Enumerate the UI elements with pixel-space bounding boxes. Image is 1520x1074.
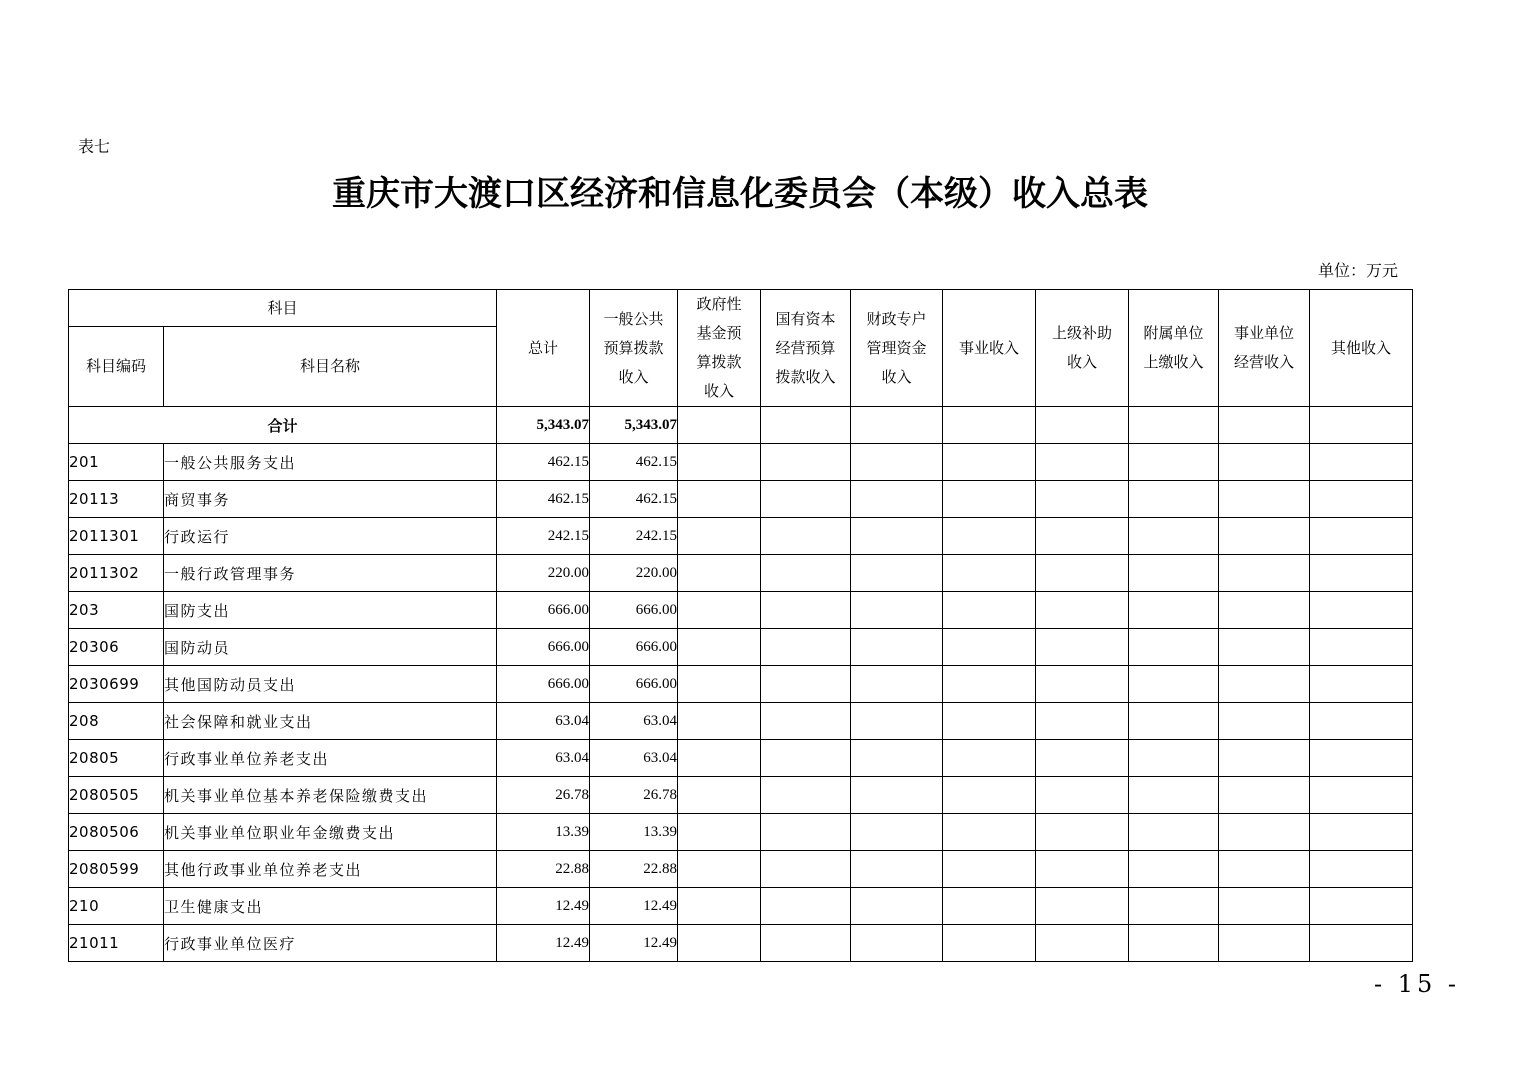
general-budget-amount: 13.39 [590, 814, 678, 851]
table-row [69, 592, 1413, 629]
subject-code: 2080505 [69, 777, 164, 814]
subject-name: 机关事业单位基本养老保险缴费支出 [164, 777, 497, 814]
empty-cell [1219, 666, 1310, 703]
total-amount: 666.00 [497, 629, 590, 666]
page-title: 重庆市大渡口区经济和信息化委员会（本级）收入总表 [332, 174, 1148, 214]
empty-cell [1310, 740, 1413, 777]
empty-cell [1310, 888, 1413, 925]
header-column [678, 290, 761, 407]
subject-name: 国防支出 [164, 592, 497, 629]
total-amount: 63.04 [497, 740, 590, 777]
header-column-line: 附属单位 [1143, 324, 1204, 342]
subject-code: 210 [69, 888, 164, 925]
empty-cell [943, 888, 1036, 925]
header-column-line: 国有资本 [775, 309, 836, 328]
header-subject: 科目 [69, 290, 497, 327]
table-row [69, 925, 1413, 962]
empty-cell [943, 740, 1036, 777]
empty-cell [1310, 777, 1413, 814]
empty-cell [851, 629, 943, 666]
empty-cell [1129, 925, 1219, 962]
empty-cell [1219, 888, 1310, 925]
header-column [1036, 290, 1129, 407]
subject-code: 20805 [69, 740, 164, 777]
header-column-line: 其他收入 [1331, 338, 1392, 357]
empty-cell [678, 851, 761, 888]
empty-cell [943, 925, 1036, 962]
table-row [69, 888, 1413, 925]
empty-cell [943, 703, 1036, 740]
empty-cell [1129, 888, 1219, 925]
empty-cell [1036, 888, 1129, 925]
empty-cell [761, 629, 851, 666]
table-label: 表七 [78, 137, 111, 156]
page-number: - 15 - [1374, 970, 1461, 998]
empty-cell [761, 703, 851, 740]
header-column-line: 收入 [1067, 353, 1098, 371]
empty-cell [1219, 481, 1310, 518]
general-budget-amount: 666.00 [590, 629, 678, 666]
subject-name: 一般行政管理事务 [164, 555, 497, 592]
empty-cell [943, 592, 1036, 629]
table-row [69, 629, 1413, 666]
empty-cell [1036, 777, 1129, 814]
subject-code: 2080599 [69, 851, 164, 888]
empty-cell [1310, 444, 1413, 481]
empty-cell [1310, 481, 1413, 518]
total-amount: 242.15 [497, 518, 590, 555]
subject-code: 20113 [69, 481, 164, 518]
empty-cell [943, 777, 1036, 814]
header-column [761, 290, 851, 407]
empty-cell [851, 777, 943, 814]
empty-cell [851, 814, 943, 851]
empty-cell [1129, 703, 1219, 740]
empty-cell [678, 518, 761, 555]
general-budget-amount: 462.15 [590, 481, 678, 518]
subject-code: 2011301 [69, 518, 164, 555]
empty-cell [943, 814, 1036, 851]
empty-cell [678, 925, 761, 962]
empty-cell [943, 518, 1036, 555]
header-column-line: 财政专户 [866, 309, 927, 328]
empty-cell [1129, 814, 1219, 851]
empty-cell [1036, 518, 1129, 555]
empty-cell [943, 555, 1036, 592]
empty-cell [761, 592, 851, 629]
total-general-budget: 5,343.07 [590, 407, 678, 444]
empty-cell [1219, 814, 1310, 851]
empty-cell [1129, 444, 1219, 481]
subject-name: 一般公共服务支出 [164, 444, 497, 481]
subject-code: 2011302 [69, 555, 164, 592]
empty-cell [678, 777, 761, 814]
empty-cell [1310, 518, 1413, 555]
header-column-line: 总计 [528, 338, 559, 357]
empty-cell [851, 518, 943, 555]
empty-cell [1129, 555, 1219, 592]
header-column-line: 政府性 [696, 295, 742, 313]
table-row [69, 481, 1413, 518]
empty-cell [1219, 925, 1310, 962]
empty-cell [1219, 592, 1310, 629]
total-amount: 12.49 [497, 888, 590, 925]
empty-cell [1219, 740, 1310, 777]
empty-cell [1219, 555, 1310, 592]
empty-cell [1219, 703, 1310, 740]
header-column-line: 拨款收入 [775, 367, 836, 386]
empty-cell [761, 851, 851, 888]
empty-cell [761, 925, 851, 962]
empty-cell [851, 407, 943, 444]
empty-cell [1036, 481, 1129, 518]
empty-cell [1036, 851, 1129, 888]
empty-cell [678, 666, 761, 703]
empty-cell [943, 481, 1036, 518]
empty-cell [1129, 407, 1219, 444]
subject-code: 21011 [69, 925, 164, 962]
empty-cell [1036, 814, 1129, 851]
empty-cell [1129, 481, 1219, 518]
total-amount: 13.39 [497, 814, 590, 851]
header-column-line: 收入 [704, 382, 735, 400]
subject-name: 卫生健康支出 [164, 888, 497, 925]
empty-cell [761, 407, 851, 444]
empty-cell [1036, 444, 1129, 481]
subject-code: 20306 [69, 629, 164, 666]
total-amount: 220.00 [497, 555, 590, 592]
empty-cell [761, 481, 851, 518]
empty-cell [1036, 629, 1129, 666]
empty-cell [1129, 851, 1219, 888]
subject-name: 行政运行 [164, 518, 497, 555]
total-amount: 5,343.07 [497, 407, 590, 444]
header-subject-name: 科目名称 [164, 327, 497, 407]
empty-cell [943, 851, 1036, 888]
empty-cell [1310, 814, 1413, 851]
total-amount: 462.15 [497, 481, 590, 518]
empty-cell [1129, 666, 1219, 703]
empty-cell [1036, 740, 1129, 777]
subject-name: 行政事业单位医疗 [164, 925, 497, 962]
empty-cell [761, 666, 851, 703]
empty-cell [943, 629, 1036, 666]
empty-cell [1310, 629, 1413, 666]
empty-cell [1219, 851, 1310, 888]
empty-cell [678, 740, 761, 777]
general-budget-amount: 63.04 [590, 703, 678, 740]
subject-code: 201 [69, 444, 164, 481]
header-column-line: 收入 [881, 367, 912, 386]
header-column-line: 算拨款 [696, 353, 742, 371]
subject-code: 2080506 [69, 814, 164, 851]
total-row [69, 407, 1413, 444]
unit-label: 单位：万元 [1318, 261, 1399, 280]
empty-cell [761, 518, 851, 555]
empty-cell [1310, 703, 1413, 740]
empty-cell [1129, 740, 1219, 777]
subject-name: 商贸事务 [164, 481, 497, 518]
empty-cell [943, 407, 1036, 444]
empty-cell [943, 444, 1036, 481]
header-column-line: 一般公共 [603, 309, 664, 328]
empty-cell [1129, 777, 1219, 814]
total-amount: 22.88 [497, 851, 590, 888]
general-budget-amount: 26.78 [590, 777, 678, 814]
table-row [69, 444, 1413, 481]
table-row [69, 703, 1413, 740]
table-row [69, 777, 1413, 814]
empty-cell [1129, 518, 1219, 555]
subject-name: 行政事业单位养老支出 [164, 740, 497, 777]
empty-cell [1036, 703, 1129, 740]
empty-cell [761, 740, 851, 777]
header-subject-code: 科目编码 [69, 327, 164, 407]
income-summary-table [68, 289, 1413, 962]
empty-cell [678, 555, 761, 592]
empty-cell [851, 555, 943, 592]
empty-cell [678, 407, 761, 444]
general-budget-amount: 666.00 [590, 666, 678, 703]
empty-cell [1036, 407, 1129, 444]
general-budget-amount: 666.00 [590, 592, 678, 629]
general-budget-amount: 462.15 [590, 444, 678, 481]
empty-cell [1219, 518, 1310, 555]
empty-cell [1219, 407, 1310, 444]
table-row [69, 518, 1413, 555]
general-budget-amount: 12.49 [590, 925, 678, 962]
header-row-top [69, 290, 1413, 327]
header-column [1129, 290, 1219, 407]
header-column-line: 经营收入 [1234, 353, 1295, 371]
total-amount: 666.00 [497, 592, 590, 629]
empty-cell [1310, 592, 1413, 629]
header-column-line: 经营预算 [775, 338, 836, 357]
header-column-line: 收入 [618, 367, 649, 386]
empty-cell [1036, 555, 1129, 592]
header-column-line: 预算拨款 [603, 338, 664, 357]
table-row [69, 740, 1413, 777]
header-column-line: 基金预 [696, 324, 742, 342]
empty-cell [1310, 407, 1413, 444]
header-column-line: 事业收入 [959, 338, 1020, 357]
empty-cell [943, 666, 1036, 703]
empty-cell [851, 481, 943, 518]
header-column [590, 290, 678, 407]
empty-cell [1310, 925, 1413, 962]
empty-cell [678, 814, 761, 851]
empty-cell [1219, 777, 1310, 814]
table-row [69, 555, 1413, 592]
total-amount: 666.00 [497, 666, 590, 703]
empty-cell [678, 629, 761, 666]
header-column-line: 上缴收入 [1143, 353, 1204, 371]
header-column-line: 管理资金 [866, 338, 927, 357]
subject-name: 其他国防动员支出 [164, 666, 497, 703]
subject-name: 社会保障和就业支出 [164, 703, 497, 740]
subject-name: 国防动员 [164, 629, 497, 666]
empty-cell [1129, 592, 1219, 629]
empty-cell [761, 777, 851, 814]
empty-cell [678, 444, 761, 481]
header-column-line: 上级补助 [1052, 324, 1113, 342]
header-column [1310, 290, 1413, 407]
total-label: 合计 [69, 407, 497, 444]
subject-code: 203 [69, 592, 164, 629]
table-row [69, 851, 1413, 888]
header-column [1219, 290, 1310, 407]
empty-cell [1219, 629, 1310, 666]
header-column [851, 290, 943, 407]
table-row [69, 666, 1413, 703]
empty-cell [678, 592, 761, 629]
empty-cell [1036, 925, 1129, 962]
empty-cell [761, 814, 851, 851]
empty-cell [678, 703, 761, 740]
empty-cell [678, 888, 761, 925]
empty-cell [1036, 666, 1129, 703]
empty-cell [761, 444, 851, 481]
empty-cell [851, 666, 943, 703]
total-amount: 462.15 [497, 444, 590, 481]
empty-cell [851, 925, 943, 962]
empty-cell [761, 555, 851, 592]
header-column [497, 290, 590, 407]
empty-cell [1219, 444, 1310, 481]
subject-code: 2030699 [69, 666, 164, 703]
subject-name: 其他行政事业单位养老支出 [164, 851, 497, 888]
empty-cell [851, 444, 943, 481]
subject-code: 208 [69, 703, 164, 740]
empty-cell [851, 592, 943, 629]
total-amount: 63.04 [497, 703, 590, 740]
empty-cell [761, 888, 851, 925]
empty-cell [851, 888, 943, 925]
general-budget-amount: 63.04 [590, 740, 678, 777]
empty-cell [1310, 555, 1413, 592]
empty-cell [1310, 666, 1413, 703]
empty-cell [851, 740, 943, 777]
general-budget-amount: 242.15 [590, 518, 678, 555]
total-amount: 26.78 [497, 777, 590, 814]
empty-cell [1036, 592, 1129, 629]
total-amount: 12.49 [497, 925, 590, 962]
empty-cell [851, 703, 943, 740]
empty-cell [851, 851, 943, 888]
general-budget-amount: 12.49 [590, 888, 678, 925]
general-budget-amount: 22.88 [590, 851, 678, 888]
subject-name: 机关事业单位职业年金缴费支出 [164, 814, 497, 851]
empty-cell [1129, 629, 1219, 666]
empty-cell [678, 481, 761, 518]
header-column-line: 事业单位 [1234, 324, 1295, 342]
header-column [943, 290, 1036, 407]
table-row [69, 814, 1413, 851]
general-budget-amount: 220.00 [590, 555, 678, 592]
empty-cell [1310, 851, 1413, 888]
